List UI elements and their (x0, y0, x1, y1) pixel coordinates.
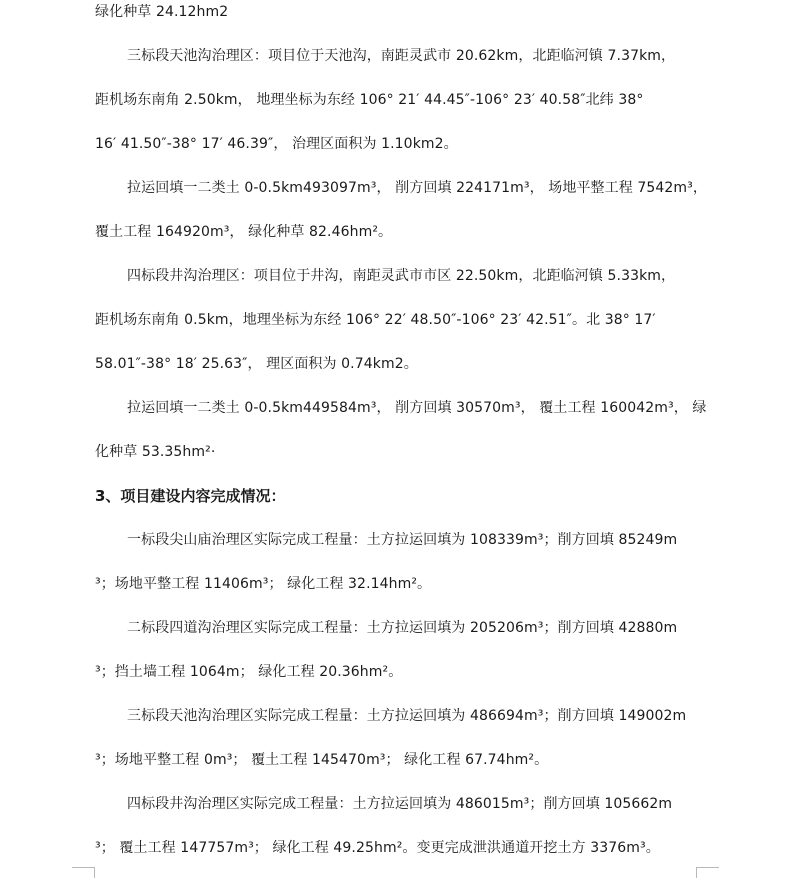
text-line: 绿化种草 24.12hm2 (95, 4, 229, 20)
text-line: 三标段天池沟治理区：项目位于天池沟，南距灵武市 20.62km，北距临河镇 7.37km， (127, 48, 676, 64)
text-line: ³； 覆土工程 147757m³； 绿化工程 49.25hm²。变更完成泄洪通道开挖土方 3376m³。 (95, 840, 660, 856)
text-line: 四标段井沟治理区：项目位于井沟，南距灵武市市区 22.50km，北距临河镇 5.33km， (127, 268, 676, 284)
text-line: 拉运回填一二类土 0-0.5km449584m³， 削方回填 30570m³， 覆土工程 160042m³， 绿 (127, 400, 707, 416)
page-margin-mark (696, 867, 719, 878)
text-line: ³；场地平整工程 11406m³； 绿化工程 32.14hm²。 (95, 576, 432, 592)
text-line: 一标段尖山庙治理区实际完成工程量：土方拉运回填为 108339m³；削方回填 85249m (127, 532, 678, 548)
text-line: 化种草 53.35hm²· (95, 444, 216, 460)
text-line: 距机场东南角 0.5km，地理坐标为东经 106° 22′ 48.50″-106° 23′ 42.51″。北 38° 17′ (95, 312, 656, 328)
text-line: 58.01″-38° 18′ 25.63″， 理区面积为 0.74km2。 (95, 356, 418, 372)
text-line: 拉运回填一二类土 0-0.5km493097m³， 削方回填 224171m³， 场地平整工程 7542m³， (127, 180, 707, 196)
page-margin-mark (72, 867, 95, 878)
text-line: 16′ 41.50″-38° 17′ 46.39″， 治理区面积为 1.10km2。 (95, 136, 458, 152)
text-line: 四标段井沟治理区实际完成工程量：土方拉运回填为 486015m³；削方回填 105662m (127, 796, 673, 812)
text-line: ³；挡土墙工程 1064m； 绿化工程 20.36hm²。 (95, 664, 403, 680)
text-line: ³；场地平整工程 0m³； 覆土工程 145470m³； 绿化工程 67.74hm²。 (95, 752, 549, 768)
text-line: 二标段四道沟治理区实际完成工程量：土方拉运回填为 205206m³；削方回填 42880m (127, 620, 678, 636)
text-line: 覆土工程 164920m³， 绿化种草 82.46hm²。 (95, 224, 393, 240)
text-line: 三标段天池沟治理区实际完成工程量：土方拉运回填为 486694m³；削方回填 149002m (127, 708, 687, 724)
text-line: 距机场东南角 2.50km， 地理坐标为东经 106° 21′ 44.45″-106° 23′ 40.58″北纬 38° (95, 92, 644, 108)
section-heading: 3、项目建设内容完成情况： (95, 487, 286, 505)
